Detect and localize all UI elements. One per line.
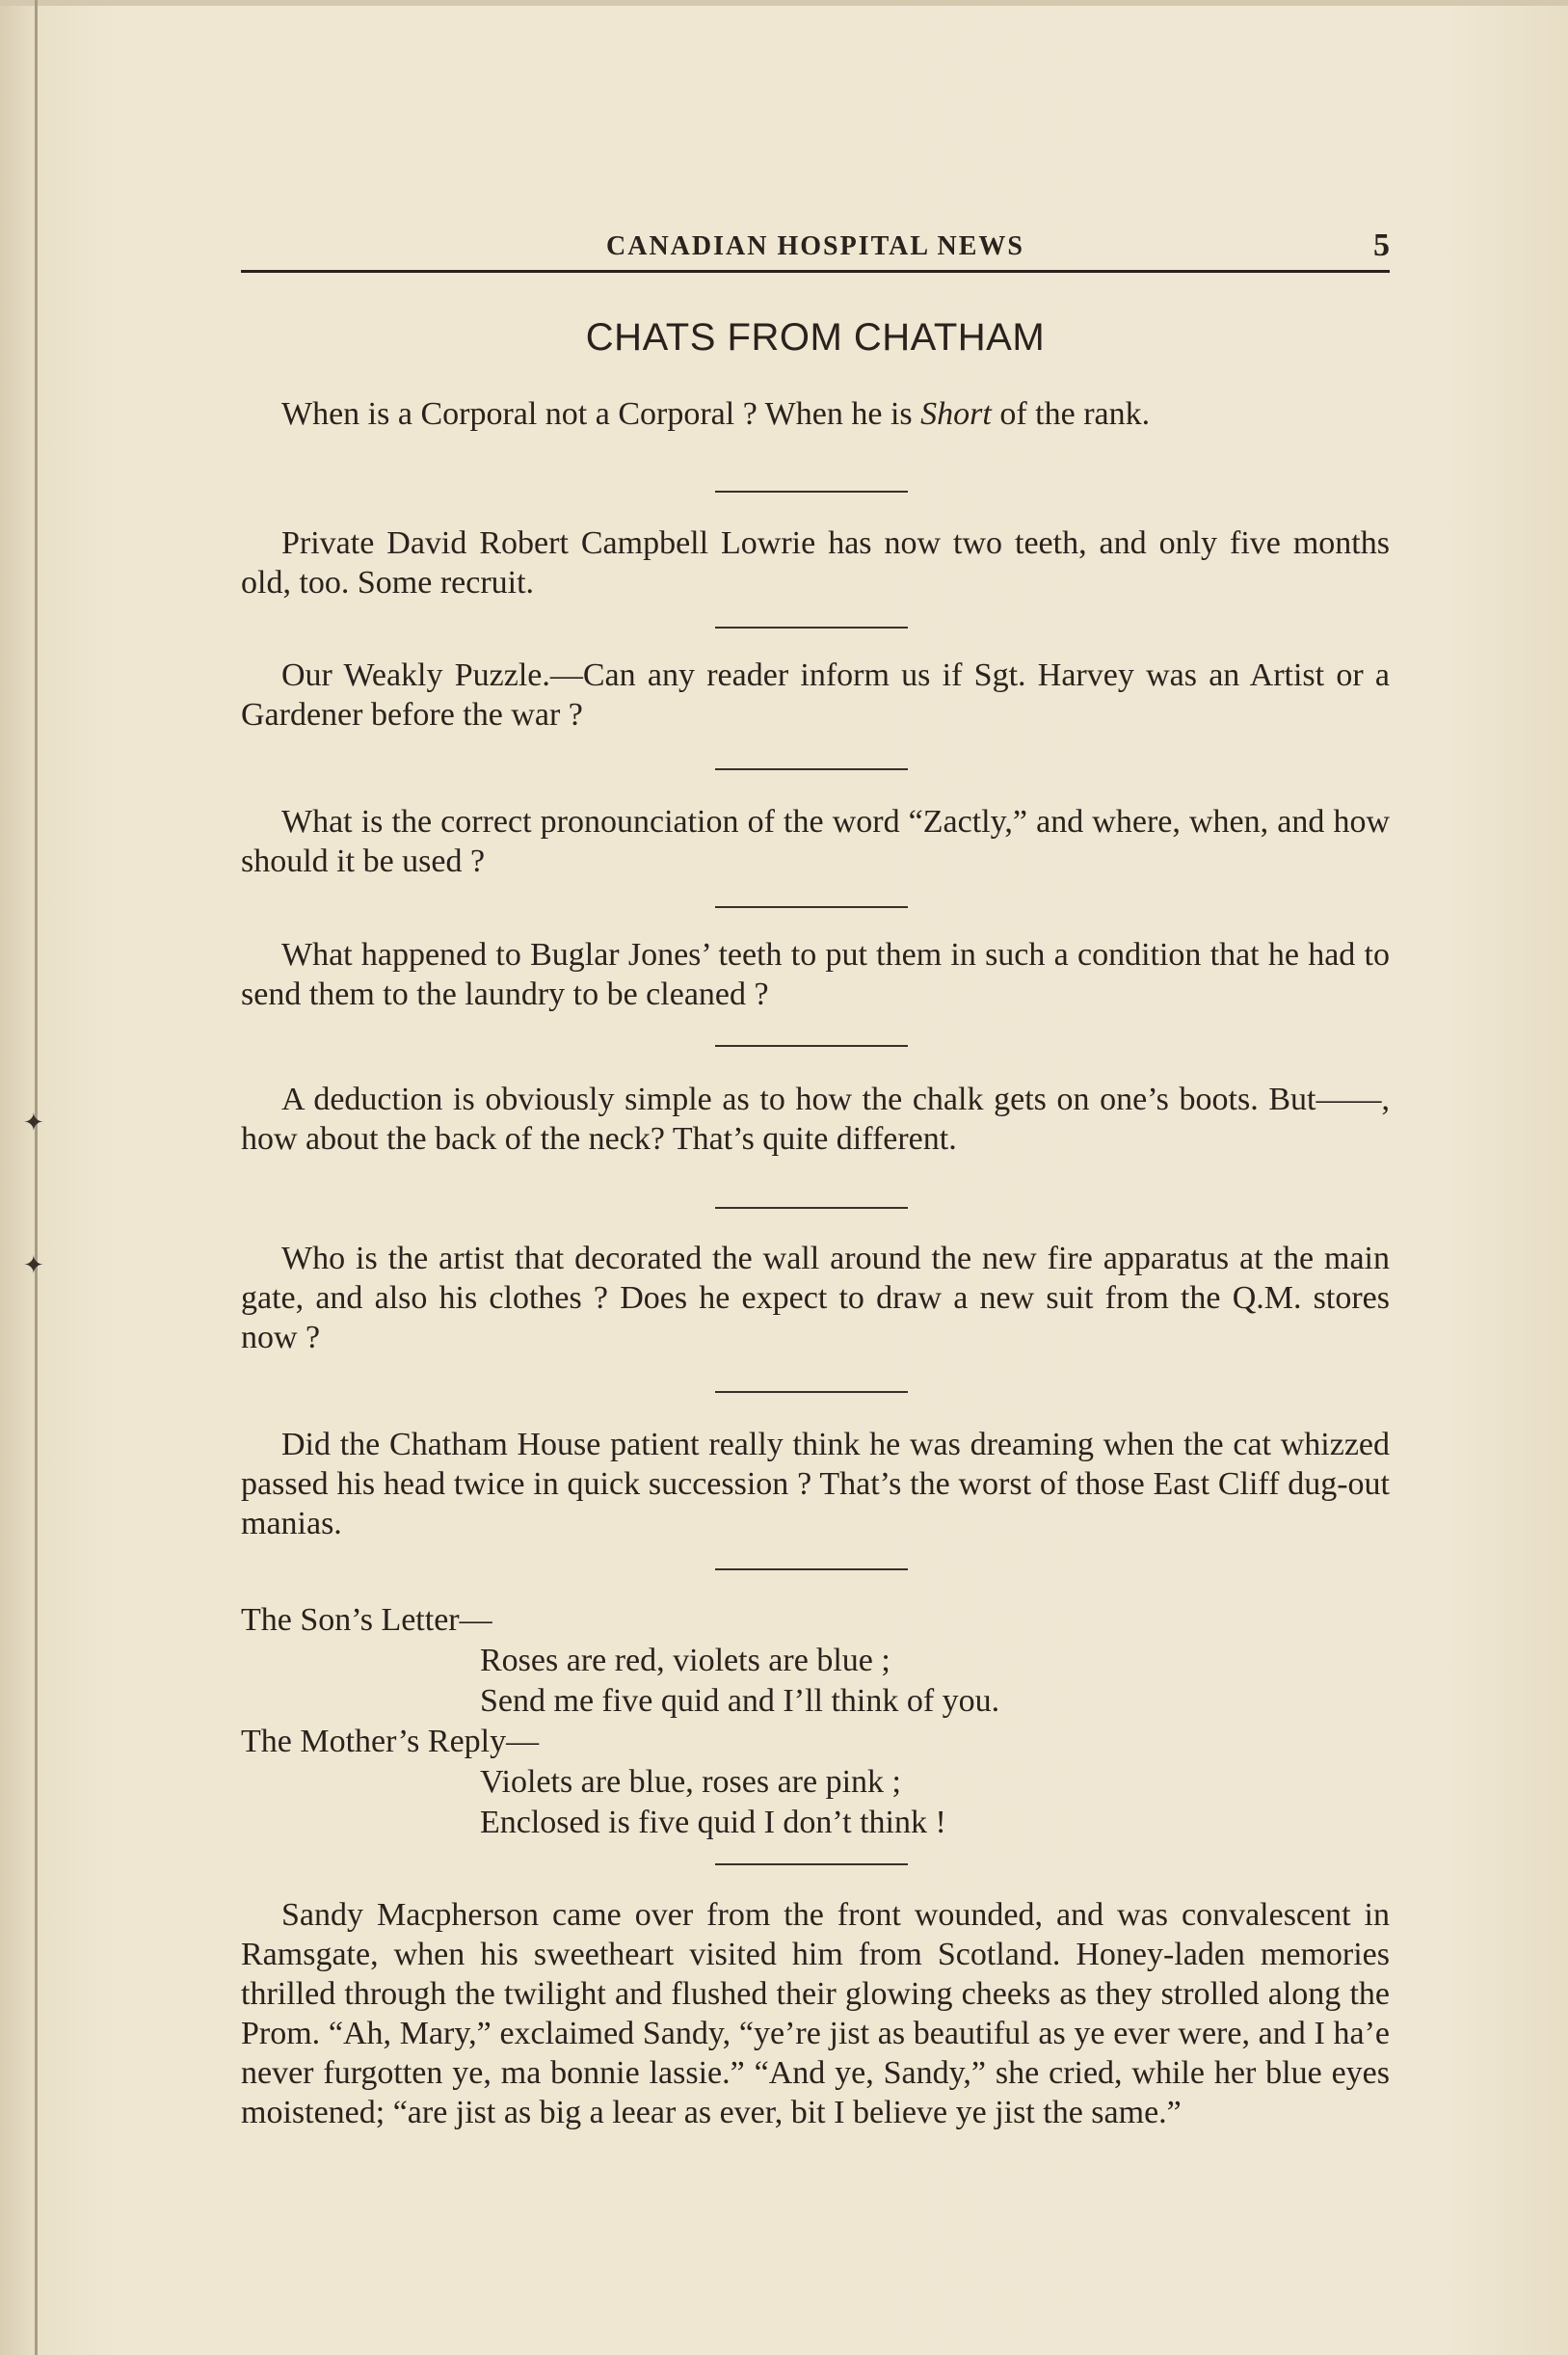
poem-line: Violets are blue, roses are pink ; bbox=[480, 1764, 901, 1800]
poem-son-heading: The Son’s Letter— bbox=[241, 1602, 492, 1638]
paragraph-1: When is a Corporal not a Corporal ? When he is Short of the rank. bbox=[281, 396, 1151, 432]
article-title: CHATS FROM CHATHAM bbox=[585, 316, 1046, 359]
separator-rule bbox=[715, 1045, 908, 1047]
paragraph-5: What happened to Buglar Jones’ teeth to put them in such a condition that he had to send them to the laundry to be cleaned ? bbox=[241, 937, 1390, 1012]
separator-rule bbox=[715, 768, 908, 770]
separator-rule bbox=[715, 906, 908, 908]
separator-rule bbox=[715, 491, 908, 493]
emphasis-short: Short bbox=[920, 396, 992, 432]
publication-title: CANADIAN HOSPITAL NEWS bbox=[606, 231, 1024, 261]
paragraph-6: A deduction is obviously simple as to how the chalk gets on one’s boots. But——, how about the back of the neck? That’s quite different. bbox=[241, 1082, 1390, 1157]
margin-mark-lower: ✦ bbox=[23, 1251, 44, 1279]
separator-rule bbox=[715, 1207, 908, 1209]
page-top-edge bbox=[0, 0, 1568, 6]
margin-mark-upper: ✦ bbox=[23, 1109, 44, 1137]
running-header bbox=[241, 227, 1390, 266]
separator-rule bbox=[715, 1863, 908, 1865]
poem-line: Roses are red, violets are blue ; bbox=[480, 1643, 890, 1678]
paragraph-4: What is the correct pronounciation of the word “Zactly,” and where, when, and how should it be used ? bbox=[241, 804, 1390, 879]
poem-line: Enclosed is five quid I don’t think ! bbox=[480, 1805, 946, 1840]
separator-rule bbox=[715, 627, 908, 629]
paragraph-3: Our Weakly Puzzle.—Can any reader inform us if Sgt. Harvey was an Artist or a Gardener before the war ? bbox=[241, 657, 1390, 733]
header-rule bbox=[241, 270, 1390, 273]
paragraph-final: Sandy Macpherson came over from the front wounded, and was convalescent in Ramsgate, when his sweetheart visited him from Scotland. Honey-laden memories thrilled through the twilight and flushed their glowing cheeks as they strolled along the Prom. “Ah, Mary,” exclaimed Sandy, “ye’re jist as beautiful as ye ever were, and I ha’e never furgotten ye, ma bonnie lassie.” “And ye, Sandy,” she cried, while her blue eyes moistened; “are jist as big a leear as ever, bit I believe ye jist the same.” bbox=[241, 1897, 1390, 2130]
paragraph-2: Private David Robert Campbell Lowrie has now two teeth, and only five months old, too. Some recruit. bbox=[241, 525, 1390, 601]
binding-edge bbox=[35, 0, 38, 2355]
poem-mother-heading: The Mother’s Reply— bbox=[241, 1724, 540, 1759]
paragraph-7: Who is the artist that decorated the wall around the new fire apparatus at the main gate, and also his clothes ? Does he expect to draw a new suit from the Q.M. stores now ? bbox=[241, 1241, 1390, 1355]
separator-rule bbox=[715, 1391, 908, 1393]
separator-rule bbox=[715, 1568, 908, 1570]
poem-line: Send me five quid and I’ll think of you. bbox=[480, 1683, 1000, 1719]
page-number: 5 bbox=[1373, 227, 1390, 263]
paragraph-8: Did the Chatham House patient really think he was dreaming when the cat whizzed passed his head twice in quick succession ? That’s the worst of those East Cliff dug-out manias. bbox=[241, 1427, 1390, 1541]
